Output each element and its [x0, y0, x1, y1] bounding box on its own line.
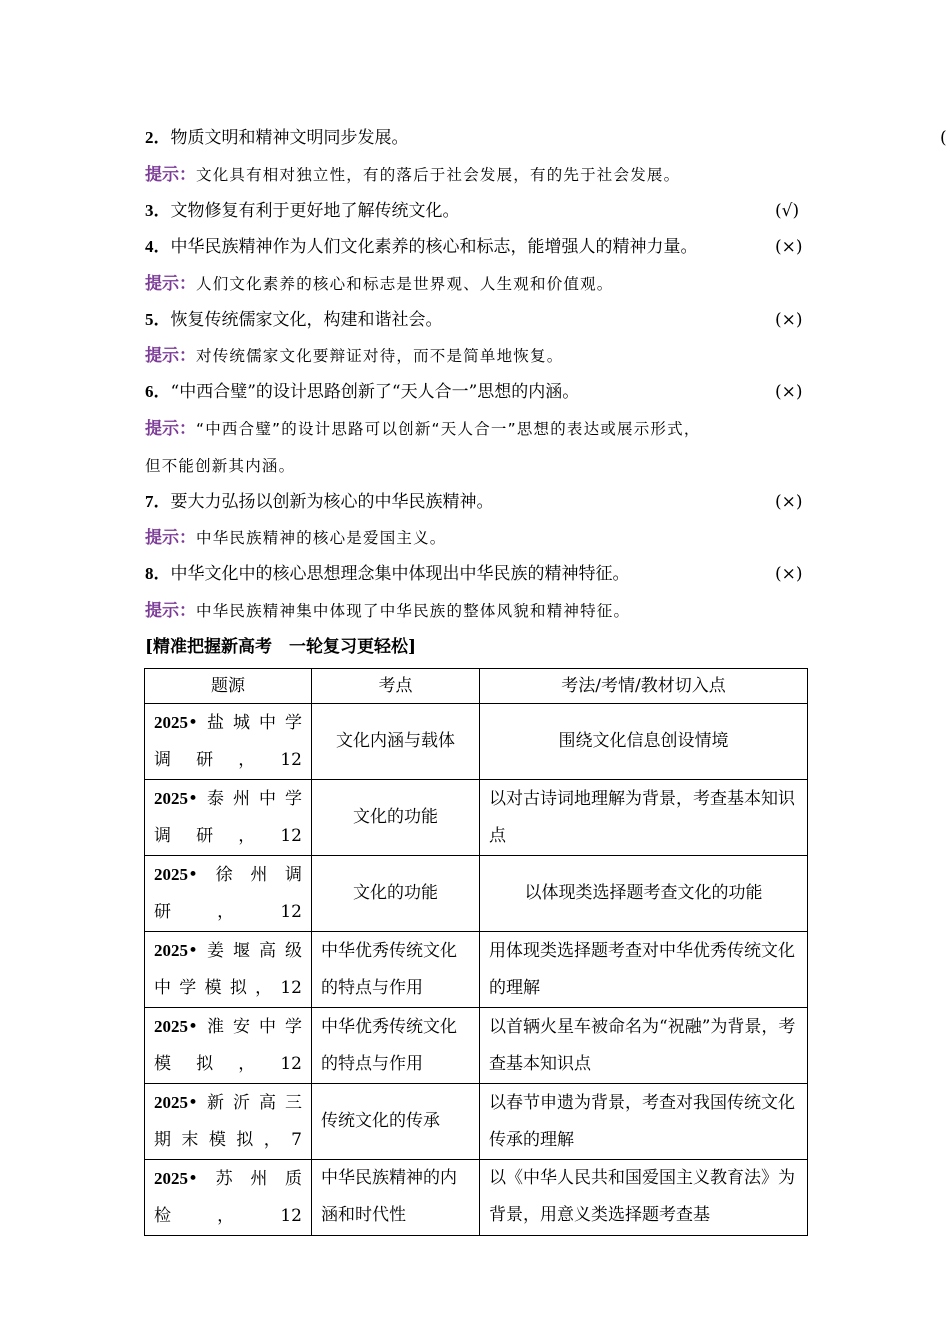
- item-number: 2．: [145, 128, 171, 147]
- item-8: [145, 563, 630, 585]
- table-row: [145, 1008, 808, 1084]
- hint-label: 提示：: [145, 528, 196, 548]
- hint-label: 提示：: [145, 346, 196, 366]
- header-method: 考法/考情/教材切入点: [480, 669, 808, 704]
- hint-6-continued: [145, 455, 295, 477]
- judgment-mark: (: [940, 128, 947, 148]
- table-row: [145, 780, 808, 856]
- hint-label: 提示：: [145, 419, 196, 439]
- item-number: 8．: [145, 564, 171, 583]
- item-number: 5．: [145, 310, 171, 329]
- judgment-mark: (×): [775, 237, 803, 257]
- exam-source-table: [144, 668, 808, 1236]
- item-text: 中华民族精神作为人们文化素养的核心和标志，能增强人的精神力量。: [170, 237, 698, 257]
- source-cell: 2025•盐城中学 调研，12: [145, 704, 312, 780]
- judgment-mark: (×): [775, 382, 803, 402]
- judgment-mark: (√): [775, 201, 800, 221]
- point-cell: 传统文化的传承: [312, 1084, 480, 1160]
- item-number: 6．: [145, 382, 171, 401]
- hint-2: [145, 164, 680, 186]
- item-number: 3．: [145, 201, 171, 220]
- item-text: 物质文明和精神文明同步发展。: [170, 128, 409, 148]
- hint-text: 对传统儒家文化要辩证对待，而不是简单地恢复。: [196, 347, 564, 365]
- hint-text: 人们文化素养的核心和标志是世界观、人生观和价值观。: [196, 275, 614, 293]
- source-cell: 2025•新沂高三 期末模拟，7: [145, 1084, 312, 1160]
- method-cell: 围绕文化信息创设情境: [480, 704, 808, 780]
- table-row: [145, 704, 808, 780]
- item-7: [145, 491, 494, 513]
- point-cell: 中华民族精神的内涵和时代性: [312, 1160, 480, 1236]
- method-cell: 以对古诗词地理解为背景，考查基本知识点: [480, 780, 808, 856]
- hint-label: 提示：: [145, 165, 196, 185]
- hint-8: [145, 600, 630, 622]
- judgment-mark: (×): [775, 310, 803, 330]
- hint-text: 中华民族精神的核心是爱国主义。: [196, 529, 447, 547]
- source-cell: 2025•姜堰高级 中学模拟，12: [145, 932, 312, 1008]
- item-text: 要大力弘扬以创新为核心的中华民族精神。: [170, 492, 494, 512]
- point-cell: 文化的功能: [312, 780, 480, 856]
- point-cell: 中华优秀传统文化的特点与作用: [312, 1008, 480, 1084]
- point-cell: 文化的功能: [312, 856, 480, 932]
- item-4: [145, 236, 698, 258]
- point-cell: 中华优秀传统文化的特点与作用: [312, 932, 480, 1008]
- hint-5: [145, 345, 563, 367]
- hint-text: 中华民族精神集中体现了中华民族的整体风貌和精神特征。: [196, 602, 631, 620]
- judgment-mark: (×): [775, 492, 803, 512]
- table-row: [145, 1084, 808, 1160]
- source-cell: 2025•苏州质 检，12: [145, 1160, 312, 1236]
- hint-label: 提示：: [145, 274, 196, 294]
- source-cell: 2025•泰州中学 调研，12: [145, 780, 312, 856]
- point-cell: 文化内涵与载体: [312, 704, 480, 780]
- method-cell: 以春节申遗为背景，考查对我国传统文化传承的理解: [480, 1084, 808, 1160]
- source-cell: 2025•徐州调 研，12: [145, 856, 312, 932]
- item-6: [145, 381, 579, 403]
- table-row: [145, 856, 808, 932]
- hint-text: 但不能创新其内涵。: [145, 457, 296, 475]
- table-row: [145, 1160, 808, 1236]
- header-point: 考点: [312, 669, 480, 704]
- method-cell: 用体现类选择题考查对中华优秀传统文化的理解: [480, 932, 808, 1008]
- method-cell: 以《中华人民共和国爱国主义教育法》为背景，用意义类选择题考查基: [480, 1160, 808, 1236]
- item-text: 中华文化中的核心思想理念集中体现出中华民族的精神特征。: [170, 564, 630, 584]
- method-cell: 以首辆火星车被命名为“祝融”为背景，考查基本知识点: [480, 1008, 808, 1084]
- hint-text: “中西合璧”的设计思路可以创新“天人合一”思想的表达或展示形式，: [196, 420, 701, 438]
- judgment-mark: (×): [775, 564, 803, 584]
- hint-4: [145, 273, 614, 295]
- item-5: [145, 309, 443, 331]
- item-number: 4．: [145, 237, 171, 256]
- header-source: 题源: [145, 669, 312, 704]
- item-text: 恢复传统儒家文化，构建和谐社会。: [170, 310, 443, 330]
- item-number: 7．: [145, 492, 171, 511]
- item-text: 文物修复有利于更好地了解传统文化。: [170, 201, 460, 221]
- hint-label: 提示：: [145, 601, 196, 621]
- item-text: “中西合璧”的设计思路创新了“天人合一”思想的内涵。: [170, 382, 580, 402]
- hint-text: 文化具有相对独立性，有的落后于社会发展，有的先于社会发展。: [196, 166, 681, 184]
- table-row: [145, 932, 808, 1008]
- item-3: [145, 200, 460, 222]
- hint-7: [145, 527, 447, 549]
- section-title: [精准把握新高考 一轮复习更轻松]: [145, 637, 417, 657]
- hint-6: [145, 418, 701, 440]
- table-header-row: [145, 669, 808, 704]
- source-cell: 2025•淮安中学 模拟，12: [145, 1008, 312, 1084]
- item-2: [145, 127, 409, 149]
- method-cell: 以体现类选择题考查文化的功能: [480, 856, 808, 932]
